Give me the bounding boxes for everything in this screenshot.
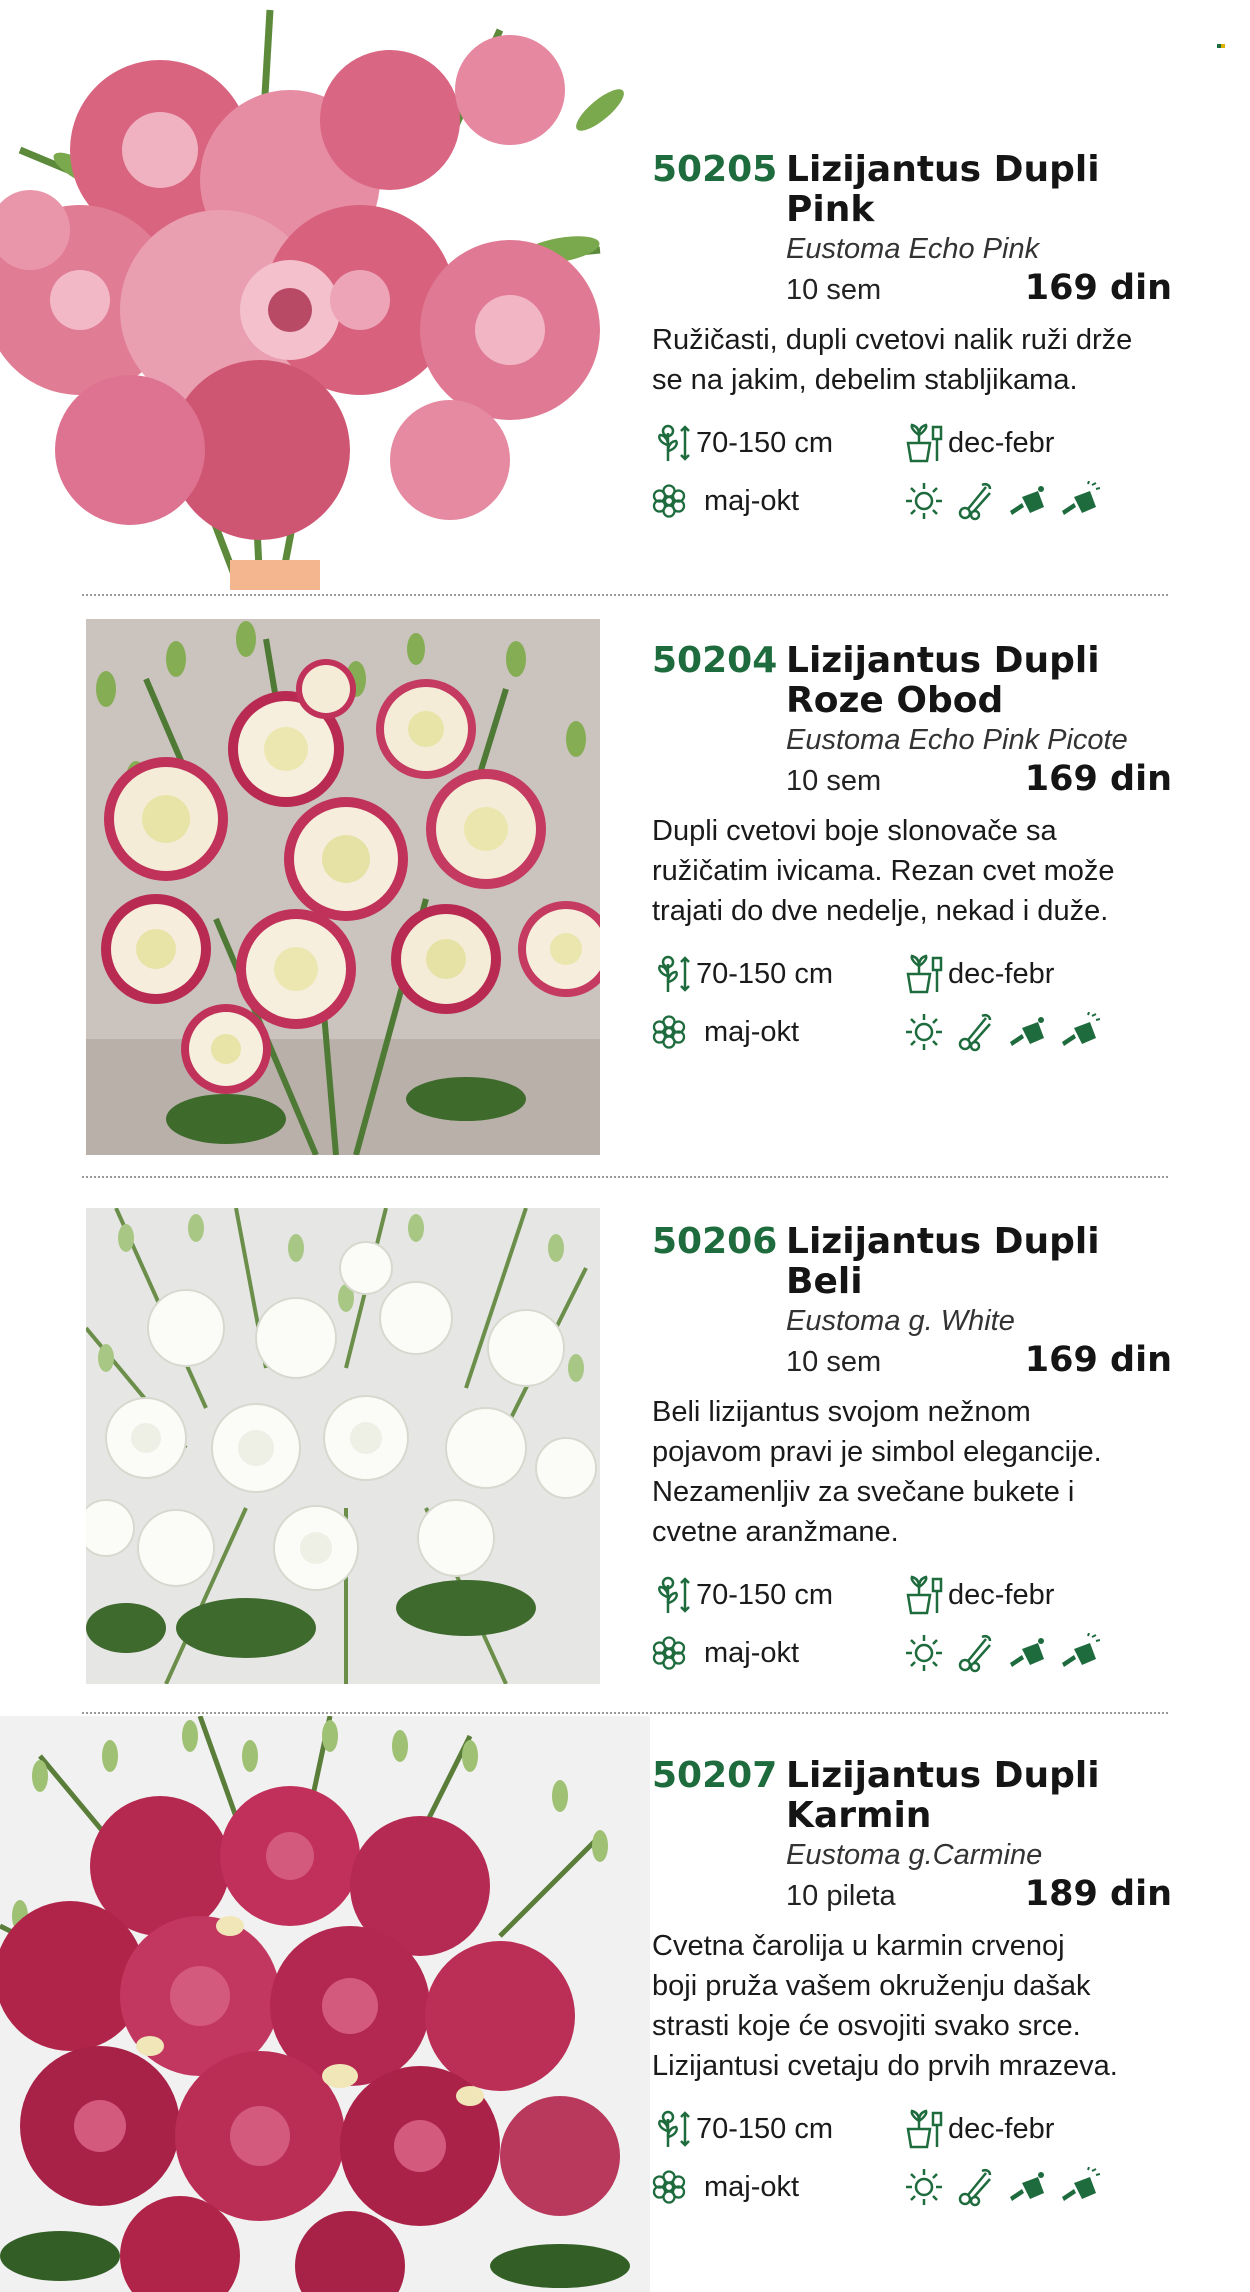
package-quantity: 10 sem	[786, 1346, 882, 1378]
description-line: cvetne aranžmane.	[652, 1516, 899, 1548]
description-line: trajati do dve nedelje, nekad i duže.	[652, 895, 1109, 927]
product-name-line2: Karmin	[786, 1795, 932, 1836]
flower-icon	[652, 484, 686, 518]
price: 189 din	[1024, 1874, 1172, 1914]
scissors-icon	[956, 481, 996, 521]
picotee-lisianthus-photo	[86, 619, 600, 1155]
pink-lisianthus-photo	[0, 0, 640, 590]
flower-icon	[652, 1015, 686, 1049]
specs	[652, 2100, 1172, 2216]
bloom-period: maj-okt	[704, 1015, 800, 1048]
product-name-line1: Lizijantus Dupli	[786, 1221, 1100, 1262]
description-line: boji pruža vašem okruženju dašak	[652, 1970, 1091, 2002]
watering-can-sprinkle-icon	[1060, 2167, 1100, 2207]
description-line: pojavom pravi je simbol elegancije.	[652, 1436, 1102, 1468]
description-line: Nezamenljiv za svečane bukete i	[652, 1476, 1075, 1508]
description	[652, 1926, 1172, 2086]
product-code: 50205	[652, 149, 778, 190]
sun-icon	[904, 2167, 944, 2207]
product-name	[786, 150, 1100, 230]
product-name-line1: Lizijantus Dupli	[786, 640, 1100, 681]
sun-icon	[904, 1633, 944, 1673]
product-info	[652, 641, 1172, 1061]
product-code: 50206	[652, 1221, 778, 1262]
bloom-period: maj-okt	[704, 1636, 800, 1669]
description-line: Lizijantusi cvetaju do prvih mrazeva.	[652, 2050, 1118, 2082]
product-name-line1: Lizijantus Dupli	[786, 1755, 1100, 1796]
product-photo	[0, 0, 640, 590]
sowing-period: dec-febr	[948, 2112, 1055, 2145]
product-name-line1: Lizijantus Dupli	[786, 149, 1100, 190]
product-info	[652, 1222, 1172, 1682]
latin-name: Eustoma g. White	[786, 1305, 1015, 1337]
watering-can-sprinkle-icon	[1060, 1633, 1100, 1673]
watering-can-icon	[1008, 1012, 1048, 1052]
product-info	[652, 150, 1172, 530]
divider	[82, 594, 1168, 596]
watering-can-sprinkle-icon	[1060, 481, 1100, 521]
product-card-50204	[0, 600, 1250, 1172]
product-card-50207	[0, 1716, 1250, 2292]
specs	[652, 414, 1172, 530]
price: 169 din	[1024, 268, 1172, 308]
plant-height-icon	[652, 954, 692, 994]
sun-icon	[904, 1012, 944, 1052]
product-name	[786, 1222, 1100, 1302]
product-name-line2: Pink	[786, 189, 875, 230]
sowing-period: dec-febr	[948, 1578, 1055, 1611]
divider	[82, 1712, 1168, 1714]
sowing-period: dec-febr	[948, 426, 1055, 459]
divider	[82, 1176, 1168, 1178]
bloom-period: maj-okt	[704, 484, 800, 517]
plant-height-icon	[652, 1575, 692, 1615]
specs	[652, 1566, 1172, 1682]
package-quantity: 10 pileta	[786, 1880, 896, 1912]
watering-can-sprinkle-icon	[1060, 1012, 1100, 1052]
description-line: strasti koje će osvojiti svako srce.	[652, 2010, 1081, 2042]
sowing-pot-icon	[904, 954, 944, 994]
description-line: ružičatim ivicama. Rezan cvet može	[652, 855, 1115, 887]
white-lisianthus-photo	[86, 1208, 600, 1684]
sowing-pot-icon	[904, 1575, 944, 1615]
product-photo	[86, 619, 600, 1155]
description-line: Cvetna čarolija u karmin crvenoj	[652, 1930, 1065, 1962]
sowing-period: dec-febr	[948, 957, 1055, 990]
scissors-icon	[956, 2167, 996, 2207]
product-info	[652, 1756, 1172, 2216]
watering-can-icon	[1008, 2167, 1048, 2207]
price: 169 din	[1024, 1340, 1172, 1380]
product-code: 50204	[652, 640, 778, 681]
plant-height-icon	[652, 2109, 692, 2149]
description	[652, 811, 1172, 931]
scissors-icon	[956, 1633, 996, 1673]
latin-name: Eustoma Echo Pink Picote	[786, 724, 1128, 756]
flower-icon	[652, 1636, 686, 1670]
flower-icon	[652, 2170, 686, 2204]
product-photo	[0, 1716, 650, 2292]
product-photo	[86, 1208, 600, 1684]
description-line: se na jakim, debelim stabljikama.	[652, 364, 1078, 396]
height-value: 70-150 cm	[696, 426, 834, 459]
price: 169 din	[1024, 759, 1172, 799]
description	[652, 320, 1172, 400]
product-card-50205	[0, 0, 1250, 590]
product-name	[786, 1756, 1100, 1836]
package-quantity: 10 sem	[786, 274, 882, 306]
description-line: Beli lizijantus svojom nežnom	[652, 1396, 1031, 1428]
sun-icon	[904, 481, 944, 521]
sowing-pot-icon	[904, 2109, 944, 2149]
description-line: Dupli cvetovi boje slonovače sa	[652, 815, 1057, 847]
height-value: 70-150 cm	[696, 2112, 834, 2145]
latin-name: Eustoma Echo Pink	[786, 233, 1040, 265]
product-card-50206	[0, 1182, 1250, 1710]
description	[652, 1392, 1172, 1552]
scissors-icon	[956, 1012, 996, 1052]
latin-name: Eustoma g.Carmine	[786, 1839, 1043, 1871]
product-name-line2: Beli	[786, 1261, 863, 1302]
product-name	[786, 641, 1100, 721]
bloom-period: maj-okt	[704, 2170, 800, 2203]
sowing-pot-icon	[904, 423, 944, 463]
package-quantity: 10 sem	[786, 765, 882, 797]
carmine-lisianthus-photo	[0, 1716, 650, 2292]
product-name-line2: Roze Obod	[786, 680, 1004, 721]
specs	[652, 945, 1172, 1061]
height-value: 70-150 cm	[696, 957, 834, 990]
description-line: Ružičasti, dupli cvetovi nalik ruži drže	[652, 324, 1133, 356]
watering-can-icon	[1008, 481, 1048, 521]
plant-height-icon	[652, 423, 692, 463]
watering-can-icon	[1008, 1633, 1048, 1673]
product-code: 50207	[652, 1755, 778, 1796]
height-value: 70-150 cm	[696, 1578, 834, 1611]
